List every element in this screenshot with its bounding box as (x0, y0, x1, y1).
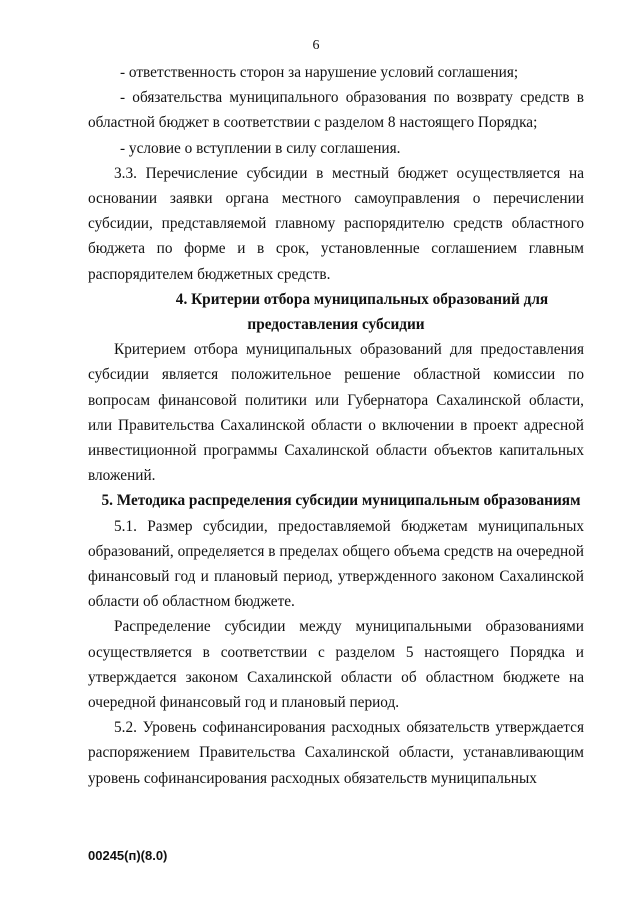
paragraph-3-3: 3.3. Перечисление субсидии в местный бюджет осуществляется на основании заявки органа местного самоуправления о перечислении субсидии, представляемой главному распорядителю средств областного бюджета по форме и в срок, установленные соглашением главным распорядителем бюджетных средств. (88, 164, 584, 283)
document-body (88, 60, 584, 791)
document-code: 00245(п)(8.0) (88, 848, 168, 863)
list-item-obligations: - обязательства муниципального образования по возврату средств в областной бюджет в соответствии с разделом 8 настоящего Порядка; (88, 89, 584, 132)
list-item-responsibility: - ответственность сторон за нарушение условий соглашения; (120, 64, 519, 81)
paragraph-5-2: 5.2. Уровень софинансирования расходных обязательств утверждается распоряжением Правительства Сахалинской области, устанавливающим уровень софинансирования расходных обязательств муниципальных (88, 719, 584, 787)
section-4-paragraph: Критерием отбора муниципальных образований для предоставления субсидии является положительное решение областной комиссии по вопросам финансовой политики или Губернатора Сахалинской области, или Правительства Сахалинской области о включении в проект адресной инвестиционной программы Сахалинской области объектов капитальных вложений. (88, 341, 584, 485)
section-4-heading-line1: 4. Критерии отбора муниципальных образований для (175, 290, 549, 308)
section-5-heading: 5. Методика распределения субсидии муниципальным образованиям (101, 492, 581, 510)
paragraph-5-1: 5.1. Размер субсидии, предоставляемой бюджетам муниципальных образований, определяется в пределах общего объема средств на очередной финансовый год и плановый период, утвержденного законом Сахалинской области об областном бюджете. (88, 517, 584, 611)
paragraph-distribution: Распределение субсидии между муниципальными образованиями осуществляется в соответствии с разделом 5 настоящего Порядка и утверждается законом Сахалинской области об областном бюджете на очередной финансовый год и плановый период. (88, 618, 584, 712)
list-item-entry-into-force: - условие о вступлении в силу соглашения. (120, 139, 401, 157)
section-4-heading-line2: предоставления субсидии (247, 316, 425, 334)
page-number: 6 (312, 38, 320, 53)
